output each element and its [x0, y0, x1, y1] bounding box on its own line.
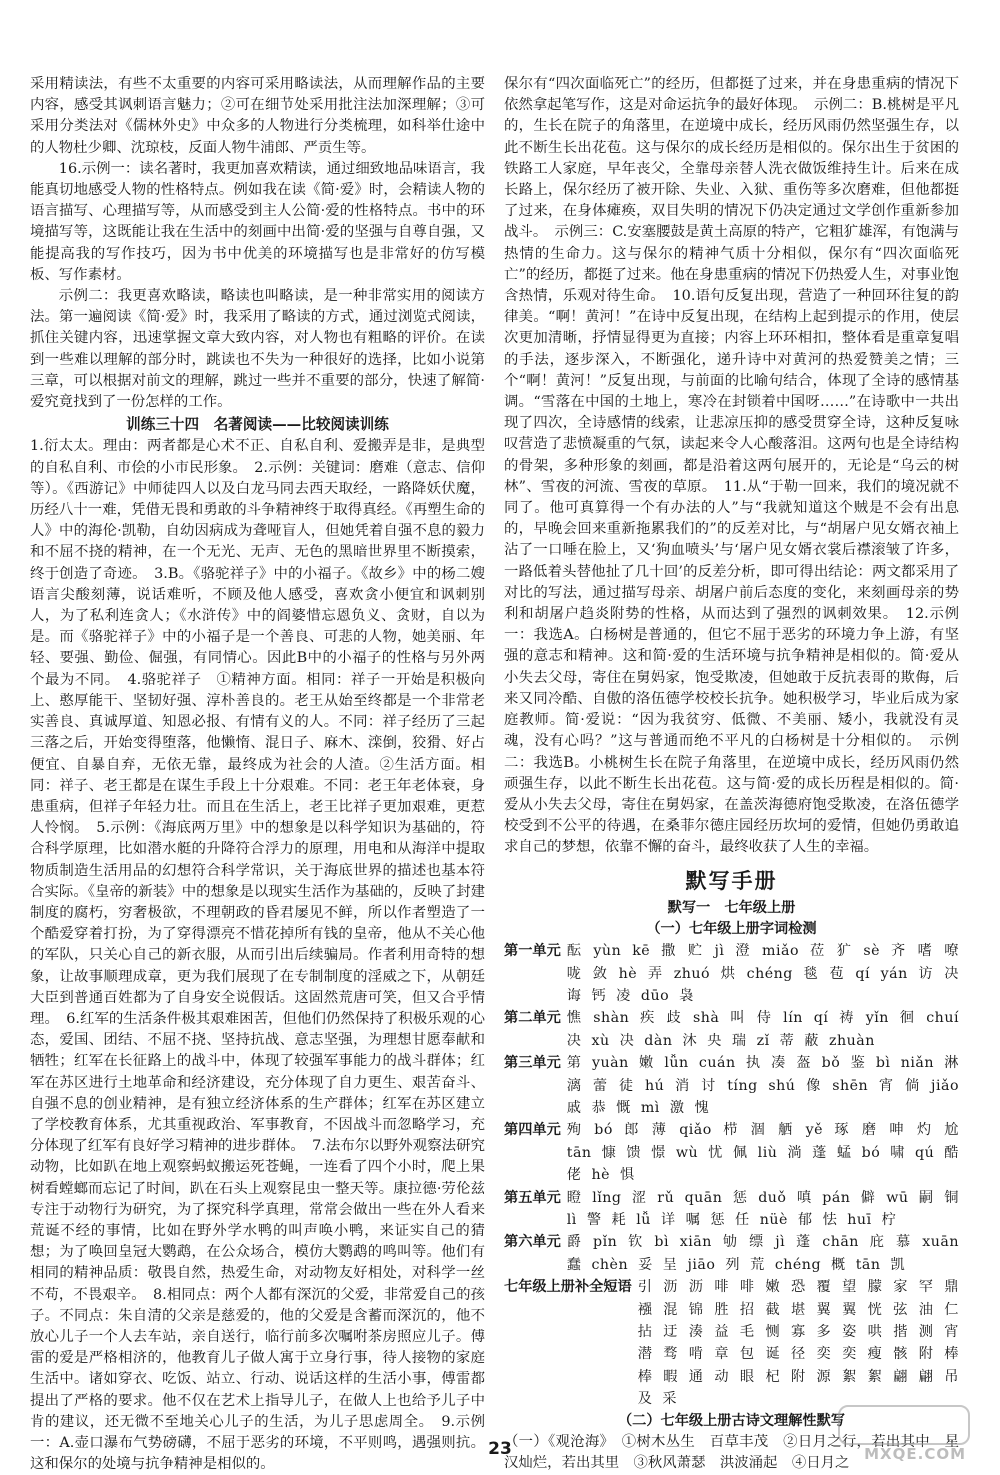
vocab-unit-row [504, 1231, 959, 1276]
unit-label: 第一单元 [504, 943, 561, 960]
vocab-unit-row [504, 1187, 959, 1232]
vocab-unit-row [504, 940, 959, 1007]
unit-label: 第六单元 [504, 1234, 561, 1251]
section-heading: 训练三十四 名著阅读——比较阅读训练 [126, 416, 389, 434]
answer-paragraph: 示例二：我更喜欢略读，略读也叫略读，是一种非常实用的阅读方法。第一遍阅读《简·爱》时，我采用了略读的方式，通过浏览式阅读，抓住关键内容，迅速掌握文章大致内容，对人物也有粗略的评价。在读到一些难以理解的部分时，跳读也不失为一种很好的选择，比如小说第三章，可以根据对前文的理解，跳过一些并不重要的部分，快速了解简·爱究竟找到了一份怎样的工作。 [30, 288, 485, 411]
site-watermark [820, 1405, 970, 1463]
answer-paragraph: （一）《观沧海》 ①树木丛生 百草丰茂 ②日月之行，若出其中 星汉灿烂，若出其里 ③秋风萧瑟 洪波涌起 ④日月之 [504, 1433, 959, 1472]
sub-heading: 默写一 七年级上册 [667, 899, 796, 916]
answer-paragraph: 采用精读法，有些不太重要的内容可采用略读法，从而理解作品的主要内容，感受其讽刺语言魅力；②可在细节处采用批注法加深理解；③可采用分类法对《儒林外史》中众多的人物进行分类梳理，如科举仕途中的人物杜少卿、沈琼枝，反面人物牛浦郎、严贡生等。 [30, 76, 485, 156]
unit-items: 第 yuàn 嫩 lǚn cuán 执 凑 盔 bǒ 鉴 bì niǎn 淋 漓 蕾 徒 hú 消 讨 tíng shú 像 shēn 宵 倘 jiǎo 戚 恭 慨 mì 激 愧 [566, 1055, 959, 1116]
sub-heading: （二）七年级上册古诗文理解性默写 [617, 1412, 845, 1429]
vocab-unit-row [504, 1119, 959, 1186]
vocab-unit-row [504, 1007, 959, 1052]
unit-label: 第二单元 [504, 1010, 561, 1027]
sub-heading: （一）七年级上册字词检测 [646, 920, 817, 937]
watermark-text: MXQE.COM [864, 1445, 966, 1463]
answer-paragraph: 16.示例一：读名著时，我更加喜欢精读，通过细致地品味语言，我能真切地感受人物的性格特点。例如我在读《简·爱》时，会精读人物的语言描写、心理描写等，从而感受到主人公简·爱的性格特点。书中的环境描写等，这既能让我在生活中的刻画中出简·爱的坚强与自尊自强，又能提高我的写作技巧，因为书中优美的环境描写也是非常好的仿写模板、写作素材。 [30, 160, 485, 283]
unit-items: 憔 shàn 疾 歧 shà 叫 侍 lín qí 祷 yǐn 徊 chuí 决 xù 决 dàn 沐 央 瑞 zǐ 蒂 蔽 zhuàn [566, 1010, 959, 1049]
answer-paragraph: 1.衍太太。理由：两者都是心术不正、自私自利、爱搬弄是非，是典型的自私自利、市侩的小市民形象。 2.示例：关键词：磨难（意志、信仰等）。《西游记》中师徒四人以及白龙马同去西天取经，一路降妖伏魔，历经八十一难，凭借无畏和勇敢的斗争精神终于取得真经。《再塑生命的人》中的海伦·凯勒，自幼因病成为聋哑盲人，但她凭着自强不息的毅力和不屈不挠的精神，在一个无光、无声、无色的黑暗世界里不断摸索，终于创造了奇迹。 3.B。《骆驼祥子》中的小福子。《故乡》中的杨二嫂语言尖酸刻薄，说话难听，不顾及他人感受，喜欢贪小便宜和讽刺别人，为了私利连贪人；《水浒传》中的阎婆惜忘恩负义、贪财，自以为是。而《骆驼祥子》中的小福子是一个善良、可悲的人物，她美丽、年轻、要强、勤俭、倔强，有同情心。因此B中的小福子的性格与另外两个最为不同。 4.骆驼祥子 ①精神方面。相同：祥子一开始是积极向上、憨厚能干、坚韧好强、淳朴善良的。老王从始至终都是一个非常老实善良、真诚厚道、知恩必报、有情有义的人。不同：祥子经历了三起三落之后，开始变得堕落，他懒惰、混日子、麻木、滦倒，狡猾、好占便宜、自暴自弃，无依无靠，最终成为社会的人渣。②生活方面。相同：祥子、老王都是在谋生手段上十分艰难。不同：老王年老体衰，身患重病，但祥子年轻力壮。而且在生活上，老王比祥子更加艰难，更惹人怜悯。 5.示例：《海底两万里》中的想象是以科学知识为基础的，符合科学原理，比如潜水艇的升降符合浮力的原理，用电和从海洋中提取物质制造生活用品的幻想符合科学常识，关于海底世界的描述也基本符合实际。《皇帝的新装》中的想象是以现实生活作为基础的，反映了封建制度的腐朽，穷奢极欲，不理朝政的昏君屡见不鲜，所以作者塑造了一个酷爱穿着打扮，为了穿得漂亮不惜花掉所有钱的皇帝，他从不关心他的军队，只关心自己的新衣服，从而引出后续骗局。作者利用奇特的想象，让故事顺理成章，更为我们展现了在专制制度的淫威之下，从朝廷大臣到普通百姓都为了自身安全说假话。这固然荒唐可笑，但又合乎情理。 6.红军的生活条件极其艰难困苦，但他们仍然保持了积极乐观的心态，爱国、团结、不屈不挠、坚持抗战、意志坚强，为理想甘愿奉献和牺牲；红军在长征路上的战斗中，体现了较强军事能力的战斗群体；红军在苏区进行土地革命和经济建设，充分体现了自力更生、艰苦奋斗、自强不息的创业精神，是有独立经济体系的生产群体；红军在苏区建立了学校教育体系，尤其重视政治、军事教育，不因战斗而忽略学习，充分体现了红军有良好学习精神的进步群体。 7.法布尔以野外观察法研究动物，比如趴在地上观察蚂蚁搬运死苍蝇，一连看了四个小时，爬上果树看螳螂而忘记了时间，趴在石头上观察昆虫一整天等。康拉德·劳伦兹专注于动物行为研究，为了探究科学真理，常常会做出一些在外人看来荒诞不经的事情，比如在野外学水鸭的叫声唤小鸭，来证实自己的猜想；为了唤回皇冠大鹦鹉，在公众场合，模仿大鹦鹉的鸣叫等。他们有相同的精神品质：敬畏自然，热爱生命，对动物友好相处，对科学一丝不苟，不畏艰辛。 8.相同点：两个人都有深沉的父爱，非常爱自己的孩子。不同点：朱自清的父亲是慈爱的，他的父爱是含蓄而深沉的，他不放心儿子一个人去车站，亲自送行，临行前多次嘱咐茶房照应儿子。傅雷的爱是严格相济的，他教育儿子做人寓于立身行事，待人接物的家庭生活中。诸如穿衣、吃饭、站立、行动、说话这样的生活小事，傅雷都提出了严格的要求。他不仅在艺术上指导儿子，在做人上也给予儿子中肯的建议，还无微不至地关心儿子的生活，为儿子思虑周全。 9.示例一：A.壶口瀑布气势磅礴，不屈于恶劣的环境，不平则鸣，遇强则抗。这和保尔的处境与抗争精神是相似的。 [30, 438, 485, 1473]
left-column [30, 74, 485, 1475]
unit-label: 第五单元 [504, 1189, 561, 1206]
right-column [504, 74, 959, 1474]
unit-label: 第四单元 [504, 1122, 561, 1139]
unit-items: 爵 pǐn 钦 bì xiān 劬 缥 jì 蓬 chān 庇 慕 xuān 蠢 chèn 妥 呈 jiāo 列 荒 chéng 概 tān 凯 [566, 1234, 959, 1273]
unit-label: 第三单元 [504, 1055, 561, 1072]
page-content [30, 74, 970, 1473]
unit-items: 引 沥 沥 啡 啡 嫩 恐 覆 望 朦 家 罕 鼎 襁 混 锦 胜 招 截 堪 翼 翼 恍 弦 油 仁 拈 迂 湊 益 毛 恻 寡 多 姿 哄 揩 测 宵 潜 骛 啃 章 包 诞 径 奕 奕 瘦 骸 附 棒 棒 暇 通 动 眼 杞 附 源 絮 絮 翩 翩 吊 及 采 [637, 1279, 959, 1408]
vocab-unit-row [504, 1052, 959, 1119]
unit-label: 七年级上册补全短语 [504, 1279, 632, 1296]
vocab-unit-row [504, 1276, 959, 1410]
unit-items: 瞪 lǐng 涩 rǔ quān 惩 duǒ 嗔 pán 僻 wū 嗣 铜 lì 警 耗 lǚ 详 嘱 惩 任 nüè 郁 怯 huī 柠 [566, 1189, 959, 1228]
handbook-title: 默写手册 [685, 868, 778, 893]
page-number: 23 [488, 1439, 512, 1459]
unit-items: 酝 yùn kē 撒 贮 jì 澄 miǎo 莅 犷 sè 齐 嗜 嘹 咙 敛 hè 弄 zhuó 烘 chéng 毯 苞 qí yán 访 决 诲 钙 凌 dūo 袅 [566, 943, 959, 1004]
watermark-logo-icon [838, 1405, 970, 1445]
unit-items: 殉 bó 郎 薄 qiǎo 栉 涸 舾 yě 琢 磨 呻 灼 尬 tān 慷 馈 憬 wù 忧 佩 liù 淌 蓬 蜢 bó 啸 qú 酷 佬 hè 惧 [566, 1122, 959, 1184]
answer-paragraph: 保尔有“四次面临死亡”的经历，但都挺了过来，并在身患重病的情况下依然拿起笔写作，这是对命运抗争的最好体现。 示例二：B.桃树是平凡的，生长在院子的角落里，在逆境中成长，经历风雨仍然坚强生存，以此不断生长出花苞。这与保尔的成长经历是相似的。保尔出生于贫困的铁路工人家庭，早年丧父，全靠母亲替人洗衣做饭维持生计。后来在成长路上，保尔经历了被开除、失业、入狱、重伤等多次磨难，但他都挺了过来，在身体瘫痪，双目失明的情况下仍决定通过文学创作重新参加战斗。 示例三：C.安塞腰鼓是黄土高原的特产，它粗犷雄浑，有饱满与热情的生命力。这与保尔的精神气质十分相似，保尔有“四次面临死亡”的经历，都挺了过来。他在身患重病的情况下仍热爱人生，对事业饱含热情，乐观对待生命。 10.语句反复出现，营造了一种回环往复的韵律美。“啊！黄河！”在诗中反复出现，在结构上起到提示的作用，使层次更加清晰，抒情显得更为直接；内容上环环相扣，整体看是重章复唱的手法，逐步深入，不断强化，递升诗中对黄河的热爱赞美之情；三个“啊！黄河！”反复出现，与前面的比喻句结合，体现了全诗的感情基调。“雪落在中国的土地上，寒冷在封锁着中国呀……”在诗歌中一共出现了四次，全诗感情的线索，让悲凉压抑的感受贯穿全诗，这种反复咏叹营造了悲愤凝重的气氛，读起来令人心酸落泪。这两句也是全诗结构的骨架，多种形象的刻画，都是沿着这两句展开的，无论是“乌云的树林”、雪夜的河流、雪夜的草原。 11.从“于勒一回来，我们的境况就不同了。他可真算得一个有办法的人”与“我就知道这个贼是不会有出息的，早晚会回来重新拖累我们的”的反差对比，与“胡屠户见女婿衣袖上沾了一口唾在脸上，又‘狗血喷头’与‘屠户见女婿衣裳后襟滚皱了许多，一路低着头替他扯了几十回’的反差分析，即可得出结论：两文都采用了对比的写法，通过描写母亲、胡屠户前后态度的变化，来刻画母亲的势利和胡屠户趋炎附势的性格，从而达到了强烈的讽刺效果。 12.示例一：我选A。白杨树是普通的，但它不屈于恶劣的环境力争上游，有坚强的意志和精神。这和简·爱的生活环境与抗争精神是相似的。简·爱从小失去父母，寄住在舅妈家，饱受欺凌，但她敢于反抗表哥的欺侮，后来又同冷酷、自傲的洛伍德学校校长抗争。她积极学习，毕业后成为家庭教师。简·爱说：“因为我贫穷、低微、不美丽、矮小，我就没有灵魂，没有心吗？”这与普通而绝不平凡的白杨树是十分相似的。 示例二：我选B。小桃树生长在院子角落里，在逆境中成长，经历风雨仍然顽强生存，以此不断生长出花苞。这与简·爱的成长历程是相似的。简·爱从小失去父母，寄住在舅妈家，在盖茨海德府饱受欺凌，在洛伍德学校受到不公平的待遇，在桑菲尔德庄园经历坎坷的爱情，但她仍勇敢追求自己的梦想，依靠不懈的奋斗，最终收获了人生的幸福。 [504, 76, 959, 856]
